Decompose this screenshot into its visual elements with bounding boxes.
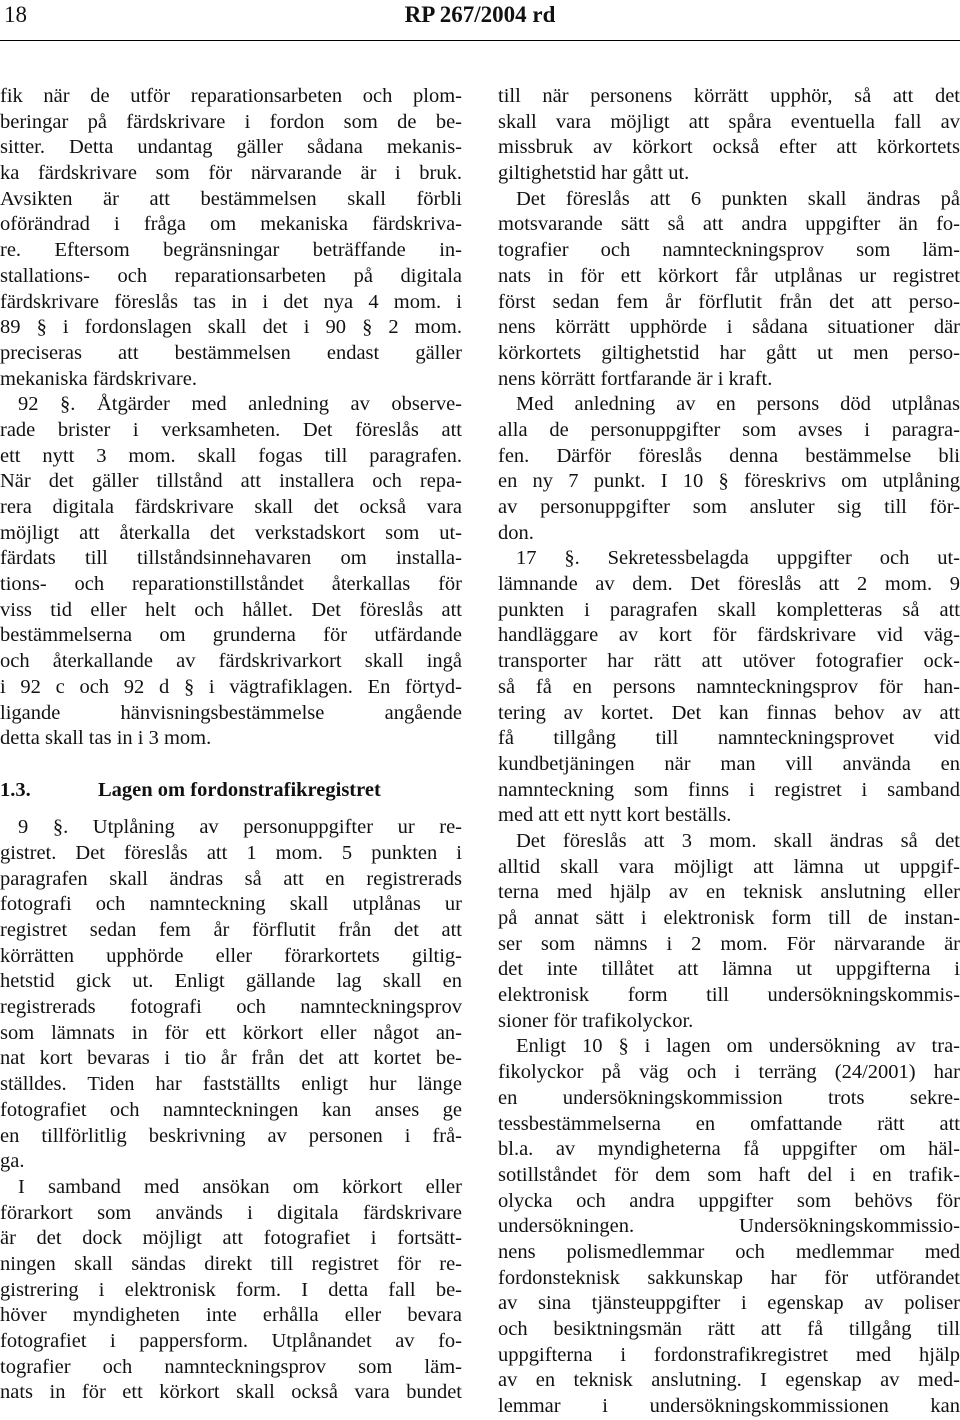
text-line: preciseras att bestämmelsen endast gäller	[0, 341, 462, 364]
text-line: förarkort som används i digitala färdskrivare	[0, 1201, 462, 1224]
text-line: färdats till tillståndsinnehavaren om installa-	[0, 547, 462, 570]
text-line: med att ett nytt kort beställs.	[498, 804, 732, 827]
text-line: sitter. Detta undantag gäller sådana mekanis-	[0, 136, 462, 159]
text-line: ka färdskrivare som för närvarande är i bruk.	[0, 162, 462, 185]
text-line: terna med hjälp av en teknisk anslutning eller	[498, 881, 960, 904]
section-title: Lagen om fordonstrafikregistret	[98, 778, 381, 801]
text-line: på annat sätt i elektronisk form till de instan-	[498, 907, 960, 929]
text-line: viss tid eller helt och hållet. Det föreslås att	[0, 598, 462, 621]
text-line: I samband med ansökan om körkort eller	[18, 1175, 462, 1198]
text-line: först sedan fem år förflutit från det att perso-	[498, 290, 960, 313]
text-line: 92 §. Åtgärder med anledning av observe-	[18, 393, 462, 416]
text-line: körkortets giltighetstid har gått ut men perso-	[498, 341, 960, 364]
text-line: Det föreslås att 6 punkten skall ändras på	[516, 187, 960, 210]
text-line: När det gäller tillstånd att installera och repa-	[0, 470, 462, 493]
text-line: mekaniska färdskrivare.	[0, 367, 197, 390]
section-heading	[0, 778, 462, 804]
text-line: ser som nämns i 2 mom. För närvarande är	[498, 932, 960, 955]
text-line: av sina tjänsteuppgifter i egenskap av poliser	[498, 1292, 960, 1315]
text-line: ligande hänvisningsbestämmelse angående	[0, 701, 462, 724]
text-line: tions- och reparationstillståndet återkallas för	[0, 573, 462, 596]
text-line: ningen skall sändas direkt till registret för re-	[0, 1252, 462, 1275]
text-line: sotillståndet för dem som haft del i en trafik-	[498, 1163, 960, 1186]
text-line: ett nytt 3 mom. skall fogas till paragrafen.	[0, 444, 462, 467]
text-line: alltid skall vara möjligt att lämna ut uppgif-	[498, 855, 960, 878]
text-line: och besiktningsmän rätt att få tillgång till	[498, 1318, 960, 1340]
text-line: i 92 c och 92 d § i vägtrafiklagen. En förtyd-	[0, 675, 462, 698]
right-text-column	[498, 84, 960, 1420]
text-line: registret sedan fem år förflutit från det att	[0, 919, 462, 941]
section-number: 1.3.	[0, 778, 31, 801]
text-line: Enligt 10 § i lagen om undersökning av tra-	[516, 1035, 960, 1058]
text-line: rera digitala färdskrivare skall det också vara	[0, 496, 462, 518]
text-line: till när personens körrätt upphör, så att det	[498, 85, 960, 107]
text-line: 89 § i fordonslagen skall det i 90 § 2 mom.	[0, 316, 462, 339]
text-line: missbruk av körkort också efter att körkortets	[498, 136, 960, 159]
text-line: detta skall tas in i 3 mom.	[0, 727, 212, 750]
text-line: rade brister i verksamheten. Det föreslås att	[0, 418, 462, 441]
text-line: av personuppgifter som ansluter sig till för-	[498, 496, 960, 518]
text-line: fotografiet i pappersform. Utplånandet av fo-	[0, 1330, 462, 1352]
text-line: nens körrätt fortfarande är i kraft.	[498, 367, 773, 390]
text-line: Med anledning av en persons död utplånas	[516, 393, 960, 416]
text-line: 17 §. Sekretessbelagda uppgifter och ut-	[516, 547, 960, 570]
text-line: sioner för trafikolyckor.	[498, 1009, 694, 1032]
text-line: oförändrad i fråga om mekaniska färdskriva-	[0, 213, 462, 236]
text-line: lämnande av dem. Det föreslås att 2 mom. 9	[498, 573, 960, 596]
text-line: möjligt att återkalla det verkstadskort som ut-	[0, 521, 462, 544]
text-line: nens polismedlemmar och medlemmar med	[498, 1240, 960, 1263]
text-line: uppgifterna i fordonstrafikregistret med hjälp	[498, 1343, 960, 1366]
text-line: få tillgång till namnteckningsprovet vid	[498, 727, 960, 750]
text-line: bl.a. av myndigheterna få uppgifter om häl-	[498, 1138, 960, 1161]
text-line: Det föreslås att 3 mom. skall ändras så det	[516, 829, 960, 852]
text-line: registrerads fotografi och namnteckningsprov	[0, 996, 462, 1019]
text-line: nat kort bevaras i tio år från det att kortet be-	[0, 1047, 462, 1070]
text-line: olycka och andra uppgifter som behövs för	[498, 1189, 960, 1212]
document-reference: RP 267/2004 rd	[404, 2, 556, 27]
text-line: beringar på färdskrivare i fordon som de be-	[0, 110, 462, 133]
text-line: en tillförlitlig beskrivning av personen i frå-	[0, 1124, 462, 1147]
text-line: stallations- och reparationsarbeten på digitala	[0, 264, 462, 287]
text-line: en ny 7 punkt. I 10 § föreskrivs om utplåning	[498, 470, 960, 493]
text-line: det inte tillåtet att lämna ut uppgifterna i	[498, 958, 960, 981]
text-line: gistrering i elektronisk form. I detta fall be-	[0, 1278, 462, 1301]
text-line: av en teknisk anslutning. I egenskap av med-	[498, 1369, 960, 1392]
text-line: gistret. Det föreslås att 1 mom. 5 punkten i	[0, 841, 462, 864]
text-line: tografier och namnteckningsprov som läm-	[0, 1355, 462, 1378]
text-line: fotografi och namnteckning skall utplånas ur	[0, 893, 462, 916]
text-line: så få en persons namnteckningsprov för han-	[498, 675, 960, 698]
text-line: en undersökningskommission trots sekre-	[498, 1086, 960, 1109]
page-header	[0, 0, 960, 50]
text-line: nens körrätt upphörde i sådana situationer där	[498, 316, 960, 339]
text-line: och återkallande av färdskrivarkort skall ingå	[0, 650, 462, 673]
text-line: tessbestämmelserna en omfattande rätt att	[498, 1112, 960, 1135]
text-line: re. Eftersom begränsningar beträffande in-	[0, 239, 462, 262]
text-line: ga.	[0, 1150, 25, 1173]
page-number: 18	[4, 2, 27, 27]
text-line: färdskrivare föreslås tas in i det nya 4 mom. i	[0, 290, 462, 313]
text-line: ställdes. Tiden har fastställts enligt hur länge	[0, 1073, 462, 1096]
left-text-column	[0, 84, 462, 1406]
text-line: namnteckning som finns i registret i samband	[498, 778, 960, 801]
text-line: don.	[498, 521, 534, 544]
header-rule	[0, 40, 960, 41]
text-line: lemmar i undersökningskommissionen kan	[498, 1395, 960, 1418]
paragraph-spacer	[0, 752, 462, 778]
text-line: undersökningen. Undersökningskommissio-	[498, 1215, 960, 1238]
text-line: kundbetjäningen när man vill använda en	[498, 752, 960, 775]
text-line: nats in för ett körkort får utplånas ur registret	[498, 264, 960, 287]
text-line: skall vara möjligt att spåra eventuella fall av	[498, 110, 960, 133]
text-line: fen. Därför föreslås denna bestämmelse bli	[498, 444, 960, 467]
heading-spacer	[0, 803, 462, 815]
text-line: handläggare av kort för färdskrivare vid väg-	[498, 624, 960, 647]
text-line: höver myndigheten inte erhålla eller bevara	[0, 1304, 462, 1327]
text-line: som lämnats in för ett körkort eller något an-	[0, 1021, 462, 1044]
text-line: tografier och namnteckningsprov som läm-	[498, 239, 960, 262]
text-line: fikolyckor på väg och i terräng (24/2001) har	[498, 1061, 960, 1084]
text-line: fik när de utför reparationsarbeten och plom-	[0, 85, 462, 107]
text-line: alla de personuppgifter som avses i paragra-	[498, 418, 960, 441]
text-line: paragrafen skall ändras så att en registrerads	[0, 867, 462, 890]
text-line: transporter har rätt att utöver fotografier ock-	[498, 650, 960, 673]
text-line: elektronisk form till undersökningskommis-	[498, 984, 960, 1007]
text-line: körrätten upphörde eller förarkortets giltig-	[0, 944, 462, 967]
text-line: fotografiet och namnteckningen kan anses ge	[0, 1098, 462, 1121]
text-line: fordonsteknisk sakkunskap har för utförandet	[498, 1266, 960, 1289]
text-line: motsvarande sätt så att andra uppgifter än fo-	[498, 213, 960, 236]
text-line: hetstid gick ut. Enligt gällande lag skall en	[0, 970, 462, 993]
text-line: tering av kortet. Det kan finnas behov av att	[498, 701, 960, 724]
text-line: nats in för ett körkort skall också vara bundet	[0, 1381, 462, 1404]
text-line: Avsikten är att bestämmelsen skall förbli	[0, 187, 462, 210]
text-line: 9 §. Utplåning av personuppgifter ur re-	[18, 816, 462, 839]
text-line: giltighetstid har gått ut.	[498, 162, 690, 185]
text-line: bestämmelserna om grunderna för utfärdande	[0, 624, 462, 647]
text-line: punkten i paragrafen skall kompletteras så att	[498, 598, 960, 621]
text-line: är det dock möjligt att fotografiet i fortsätt-	[0, 1227, 462, 1250]
